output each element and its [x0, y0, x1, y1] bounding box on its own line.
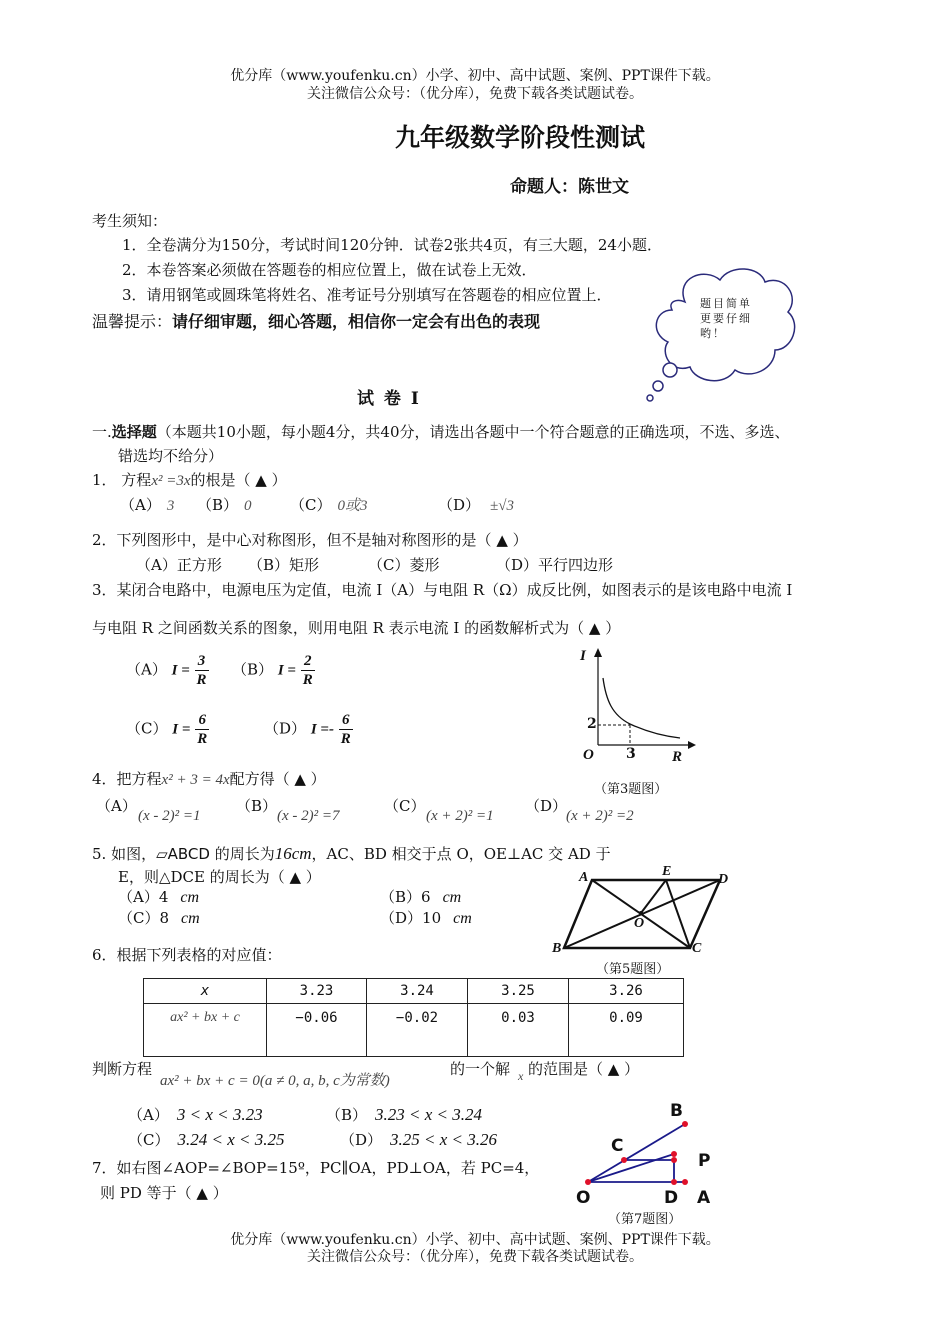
q3-opt-b [232, 652, 315, 689]
q5-label-o: O [634, 916, 645, 931]
q1-opt-d [438, 494, 514, 515]
q3-opt-d-num: 6 [339, 711, 353, 730]
q6-opt-d-label: （D） [340, 1131, 383, 1149]
q5-opt-d [380, 907, 472, 928]
q7-stem-line-2: 则 PD 等于（ ▲ ） [100, 1184, 228, 1202]
q3-opt-c-num: 6 [195, 711, 209, 730]
q6-judge-eq: ax² + bx + c = 0(a ≠ 0, a, b, c为常数) [160, 1073, 390, 1089]
q6-judge-a: 判断方程 [92, 1060, 153, 1078]
q5-opt-a-unit: cm [180, 889, 200, 906]
q5-label-b: B [552, 941, 562, 956]
q5-point-o [639, 911, 643, 915]
q5-label-e: E [662, 864, 672, 879]
q3-opt-d-label: （D） [264, 719, 307, 738]
part1-line-2: 错选均不给分） [118, 447, 224, 465]
part1-prefix: 一. [92, 423, 112, 441]
q3-opt-a-label: （A） [126, 660, 167, 679]
q3-graph-origin: O [583, 747, 594, 763]
q5-perimeter: 16cm [274, 844, 312, 863]
q1-opt-b-label: （B） [197, 496, 239, 514]
q3-opt-c [126, 711, 209, 748]
q4-opt-d: (x + 2)² =2 [566, 808, 634, 824]
q6-val-2: −0.02 [367, 1004, 468, 1057]
q7-ray-ob [588, 1124, 685, 1182]
bubble-text [700, 296, 752, 341]
q4-opt-a: (x - 2)² =1 [138, 808, 201, 824]
q7-point-o [585, 1179, 591, 1185]
bubble-line-1: 题目简单 [700, 297, 752, 310]
q1-opt-a-value: 3 [166, 498, 175, 514]
q6-th-3: 3.25 [468, 979, 569, 1004]
q3-stem-line-1: 3．某闭合电路中，电源电压为定值，电流 I（A）与电阻 R（Ω）成反比例，如图表示的是该电路中电流 I [92, 581, 793, 599]
q1-opt-a [120, 494, 174, 515]
q2-stem: 2．下列图形中，是中心对称图形，但不是轴对称图形的是（ ▲ ） [92, 531, 528, 549]
q6-th-x: x [144, 979, 267, 1004]
q3-x-arrow [688, 741, 696, 749]
q3-opt-d-lhs: I = [310, 721, 329, 738]
q6-opt-d [340, 1129, 497, 1150]
q5-caption: （第5题图） [596, 962, 670, 977]
header-line-2: 关注微信公众号：（优分库），免费下载各类试题试卷。 [307, 86, 643, 102]
q3-opt-b-num: 2 [301, 652, 315, 671]
q5-opt-b-text: （B）6 [380, 888, 431, 906]
q3-opt-c-lhs: I = [172, 721, 191, 738]
q7-stem-line-1: 7．如右图∠AOP=∠BOP=15º，PC∥OA，PD⊥OA，若 PC=4， [92, 1159, 540, 1177]
q6-opt-a-value: 3 < x < 3.23 [176, 1105, 263, 1124]
notice-item-2: 2．本卷答案必须做在答题卷的相应位置上，做在试卷上无效． [122, 261, 537, 279]
q3-graph-x-tick: 3 [626, 746, 636, 762]
bubble-line-2: 更要仔细 [700, 312, 752, 325]
q4-opt-c: (x + 2)² =1 [426, 808, 494, 824]
author: 命题人：陈世文 [510, 177, 629, 197]
q5-opt-d-unit: cm [453, 910, 472, 927]
q6-opt-a [128, 1104, 263, 1125]
tip-label: 温馨提示： [92, 312, 173, 331]
q3-opt-b-fraction [301, 652, 315, 689]
q2-opt-c: （C）菱形 [368, 556, 440, 574]
q5-label-a: A [579, 870, 589, 885]
q3-graph-caption: （第3题图） [594, 782, 668, 797]
q3-opt-a [126, 652, 209, 689]
q6-th-1: 3.23 [267, 979, 367, 1004]
q1-opt-c [290, 494, 368, 515]
q5-segment-ec [666, 880, 690, 948]
q3-y-arrow [594, 648, 602, 657]
q5-opt-c-unit: cm [181, 910, 200, 927]
notice-item-3: 3．请用钢笔或圆珠笔将姓名、准考证号分别填写在答题卷的相应位置上． [122, 286, 612, 304]
q6-opt-c-label: （C） [128, 1131, 170, 1149]
q3-opt-c-label: （C） [126, 719, 168, 738]
q3-opt-c-fraction [195, 711, 209, 748]
q7-caption: （第7题图） [608, 1212, 682, 1227]
part1-line-1 [92, 421, 790, 442]
q5-opt-b [380, 886, 461, 907]
q6-judge-var: x [518, 1069, 524, 1083]
q6-opt-b-label: （B） [326, 1106, 368, 1124]
q7-point-p [671, 1151, 677, 1157]
tip-line [92, 309, 540, 332]
q7-label-a: A [697, 1188, 711, 1208]
q6-row-label: ax² + bx + c [144, 1004, 267, 1057]
q3-graph-y-tick: 2 [587, 716, 597, 732]
q3-opt-a-den: R [196, 672, 207, 688]
q5-shape: ▱ABCD 的周长为 [156, 845, 275, 863]
q4-opt-c-label: （C） [384, 797, 426, 815]
q1-opt-b-value: 0 [244, 498, 252, 514]
page-title: 九年级数学阶段性测试 [394, 123, 645, 152]
q3-opt-a-num: 3 [195, 652, 209, 671]
q6-th-2: 3.24 [367, 979, 468, 1004]
q6-opt-d-value: 3.25 < x < 3.26 [390, 1130, 498, 1149]
q4-opt-b-label: （B） [236, 797, 278, 815]
q2-opt-b: （B）矩形 [248, 556, 320, 574]
q5-stem-line-1 [92, 843, 611, 864]
q5-label-c: C [692, 941, 702, 956]
q6-opt-b [326, 1104, 482, 1125]
q3-opt-d [264, 711, 353, 748]
q6-th-4: 3.26 [569, 979, 684, 1004]
q3-opt-b-den: R [302, 672, 313, 688]
q1-opt-a-label: （A） [120, 496, 161, 514]
footer-line-2: 关注微信公众号：（优分库），免费下载各类试题试卷。 [307, 1249, 643, 1265]
q6-val-1: −0.06 [267, 1004, 367, 1057]
q6-opt-c [128, 1129, 284, 1150]
q2-opt-d: （D）平行四边形 [496, 556, 614, 574]
q7-ray-op [588, 1154, 674, 1182]
q1-opt-d-value: ±√3 [490, 498, 514, 514]
part1-name: 选择题 [111, 423, 157, 441]
footer-line-1: 优分库（www.youfenku.cn）小学、初中、高中试题、案例、PPT课件下载。 [230, 1232, 720, 1248]
notice-heading: 考生须知： [92, 212, 168, 230]
q3-stem-line-2: 与电阻 R 之间函数关系的图象，则用电阻 R 表示电流 I 的函数解析式为（ ▲ ） [92, 619, 621, 637]
q4-opt-a-label: （A） [96, 797, 137, 815]
q6-opt-c-value: 3.24 < x < 3.25 [177, 1130, 285, 1149]
q3-opt-b-lhs: I = [277, 662, 296, 679]
q7-label-d: D [664, 1188, 679, 1208]
header-line-1: 优分库（www.youfenku.cn）小学、初中、高中试题、案例、PPT课件下载。 [230, 68, 720, 84]
q6-val-3: 0.03 [468, 1004, 569, 1057]
q4-stem-a: 4．把方程 [92, 770, 162, 788]
q5-stem-b: ，AC、BD 相交于点 O，OE⊥AC 交 AD 于 [311, 845, 611, 863]
part1-desc: （本题共10小题，每小题4分，共40分，请选出各题中一个符合题意的正确选项，不选、多选、 [156, 423, 790, 441]
q1-opt-c-value: 0或3 [337, 498, 368, 514]
q3-opt-b-label: （B） [232, 660, 274, 679]
q3-opt-d-neg: - [328, 721, 334, 738]
q1-equation: x² =3x [151, 473, 191, 489]
q6-stem: 6．根据下列表格的对应值： [92, 946, 282, 964]
q1-stem-b: 的根是（ ▲ ） [190, 471, 287, 489]
q5-opt-c [118, 907, 200, 928]
q3-opt-a-fraction [195, 652, 209, 689]
q6-table [143, 978, 684, 1057]
q7-point-c [621, 1157, 627, 1163]
q6-opt-b-value: 3.23 < x < 3.24 [375, 1105, 483, 1124]
q1-stem-a: 1． 方程 [92, 471, 152, 489]
q1-opt-c-label: （C） [290, 496, 332, 514]
q3-curve [603, 678, 680, 738]
q3-opt-c-den: R [197, 731, 208, 747]
q7-label-b: B [670, 1101, 683, 1121]
q7-point-d [671, 1179, 677, 1185]
q5-opt-a-text: （A）4 [118, 888, 169, 906]
q1-stem [92, 469, 287, 490]
q7-label-o: O [576, 1188, 591, 1208]
q7-point-b [682, 1121, 688, 1127]
q4-opt-b: (x - 2)² =7 [277, 808, 340, 824]
q3-graph-y-label: I [580, 648, 586, 664]
q7-point-a [682, 1179, 688, 1185]
q6-table-value-row [144, 1004, 684, 1057]
q6-judge-c: 的范围是（ ▲ ） [528, 1060, 640, 1078]
q6-val-4: 0.09 [569, 1004, 684, 1057]
q5-opt-c-text: （C）8 [118, 909, 170, 927]
q3-opt-d-den: R [340, 731, 351, 747]
bubble-line-3: 哟！ [700, 327, 726, 340]
q2-opt-a: （A）正方形 [136, 556, 222, 574]
q4-equation: x² + 3 = 4x [161, 772, 230, 788]
q3-graph-x-label: R [672, 749, 683, 765]
q1-opt-d-label: （D） [438, 496, 481, 514]
q6-judge-b: 的一个解 [450, 1060, 511, 1078]
q5-stem-a: 5. 如图， [92, 845, 157, 863]
q1-opt-b [197, 494, 252, 515]
q6-table-header-row [144, 979, 684, 1004]
q4-stem [92, 768, 326, 789]
q5-opt-b-unit: cm [442, 889, 462, 906]
section-title: 试 卷 Ⅰ [357, 389, 421, 409]
q4-opt-d-label: （D） [525, 797, 568, 815]
q7-figure [580, 1112, 700, 1192]
q5-stem-line-2: E，则△DCE 的周长为（ ▲ ） [118, 868, 321, 886]
notice-item-1: 1．全卷满分为150分，考试时间120分钟．试卷2张共4页，有三大题，24小题． [122, 236, 662, 254]
q5-opt-d-text: （D）10 [380, 909, 442, 927]
tip-text: 请仔细审题，细心答题，相信你一定会有出色的表现 [172, 312, 541, 331]
q7-point-pc [671, 1157, 677, 1163]
q4-stem-b: 配方得（ ▲ ） [229, 770, 326, 788]
q7-label-p: P [698, 1151, 711, 1171]
q5-label-d: D [718, 872, 729, 887]
q3-opt-a-lhs: I = [171, 662, 190, 679]
q6-opt-a-label: （A） [128, 1106, 169, 1124]
q7-label-c: C [611, 1136, 624, 1156]
q5-opt-a [118, 886, 199, 907]
q3-opt-d-fraction [339, 711, 353, 748]
